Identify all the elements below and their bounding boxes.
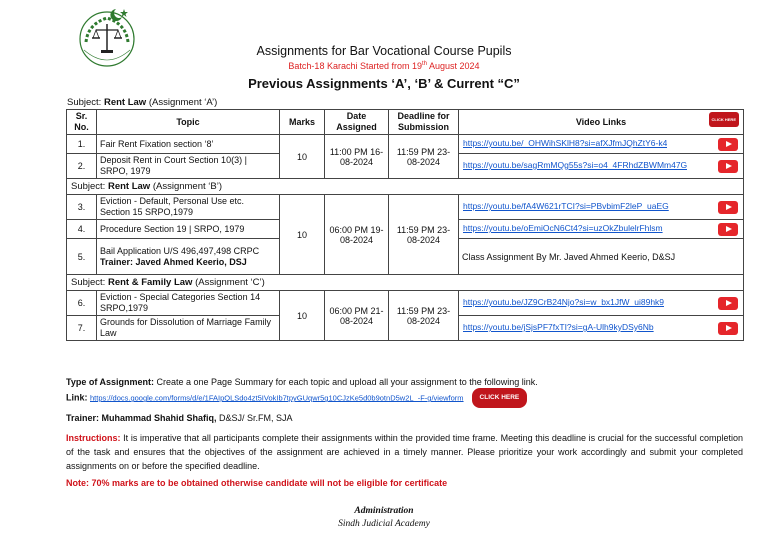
subject-a-label: Subject: Rent Law (Assignment ‘A’): [67, 97, 218, 108]
trainer-line: Trainer: Muhammad Shahid Shafiq, D&SJ/ Sr.FM, SJA: [66, 413, 293, 423]
table-row: 1. Fair Rent Fixation section ‘8’ 10 11:00 PM 16-08-2024 11:59 PM 23-08-2024 https://youtu.be/_OHWihSKlH8?si=afXJfmJQhZtY6-k4: [67, 135, 744, 154]
table-row: 6. Eviction - Special Categories Section 14 SRPO,1979 10 06:00 PM 21-08-2024 11:59 PM 23-08-2024 https://youtu.be/JZ9CrB24Njo?si=w_bx1JfW_ui89hk9: [67, 291, 744, 316]
youtube-play-icon[interactable]: [718, 138, 738, 151]
youtube-play-icon[interactable]: [718, 201, 738, 214]
table-row: 5. Bail Application U/S 496,497,498 CRPC Trainer: Javed Ahmed Keerio, DSJ Class Assignment By Mr. Javed Ahmed Keerio, D&SJ: [67, 239, 744, 275]
table-row: 3. Eviction - Default, Personal Use etc. Section 15 SRPO,1979 10 06:00 PM 19-08-2024 11:59 PM 23-08-2024 https://youtu.be/fA4W621rTCI?si=PBvbimF2leP_uaEG: [67, 195, 744, 220]
video-link[interactable]: https://youtu.be/_OHWihSKlH8?si=afXJfmJQhZtY6-k4: [463, 138, 668, 148]
col-topic: Topic: [97, 110, 280, 135]
col-marks: Marks: [280, 110, 325, 135]
table-header-row: [67, 110, 744, 135]
batch-info: Batch-18 Karachi Started from 19th August 2024: [288, 61, 480, 71]
col-date: Date Assigned: [325, 110, 389, 135]
click-here-small-button[interactable]: CLICK HERE: [709, 112, 739, 127]
video-link[interactable]: https://youtu.be/sagRmMQg55s?si=o4_4FRhdZBWMm47G: [463, 160, 688, 170]
youtube-play-icon[interactable]: [718, 322, 738, 335]
video-link[interactable]: https://youtu.be/JZ9CrB24Njo?si=w_bx1JfW_ui89hk9: [463, 297, 665, 307]
page-title: Assignments for Bar Vocational Course Pupils: [256, 44, 512, 58]
table-row: 4. Procedure Section 19 | SRPO, 1979 https://youtu.be/oEmiOcN6Ct4?si=uzOkZbulelrFhlsm: [67, 220, 744, 239]
type-of-assignment: Type of Assignment: Create a one Page Summary for each topic and upload all your assignment to the following link.: [66, 377, 538, 387]
class-assignment-note: Class Assignment By Mr. Javed Ahmed Keerio, D&SJ: [459, 239, 744, 275]
page-heading: Previous Assignments ‘A’, ‘B’ & Current “C”: [248, 76, 520, 91]
instructions: Instructions: It is imperative that all participants complete their assignments within the provided time frame. Meeting this deadline is crucial for the successful completion of the task and ensures that the objectives of the assignment are achieved in a timely manner. Please prioritize your work accordingly and submit your completed assignments on or before the specified deadline.: [66, 433, 743, 471]
col-video: Video Links CLICK HERE: [459, 110, 744, 135]
trainer-name: Trainer: Javed Ahmed Keerio, DSJ: [100, 256, 247, 267]
signature-academy: Sindh Judicial Academy: [338, 519, 430, 529]
video-link[interactable]: https://youtu.be/jSjsPF7fxTI?si=gA-Ulh9kyDSy6Nb: [463, 322, 654, 332]
sindh-judicial-academy-logo: [76, 6, 138, 68]
col-deadline: Deadline for Submission: [389, 110, 459, 135]
click-here-button[interactable]: CLICK HERE: [472, 388, 528, 408]
table-row: 7. Grounds for Dissolution of Marriage Family Law https://youtu.be/jSjsPF7fxTI?si=gA-Ulh9kyDSy6Nb: [67, 316, 744, 341]
youtube-play-icon[interactable]: [718, 223, 738, 236]
youtube-play-icon[interactable]: [718, 297, 738, 310]
table-row: 2. Deposit Rent in Court Section 10(3) | SRPO, 1979 https://youtu.be/sagRmMQg55s?si=o4_4FRhdZBWMm47G: [67, 154, 744, 179]
submission-link-line: Link: https://docs.google.com/forms/d/e/1FAIpQLSdo4zt5IVokIb7tpyGUqwr5g10CJzKe5d0b9otnD5w2L_-F-g/viewform CLICK HERE: [66, 388, 743, 408]
youtube-play-icon[interactable]: [718, 160, 738, 173]
video-link[interactable]: https://youtu.be/oEmiOcN6Ct4?si=uzOkZbulelrFhlsm: [463, 223, 663, 233]
signature-admin: Administration: [354, 506, 414, 516]
subject-b-row: Subject: Rent Law (Assignment ‘B’): [67, 179, 744, 195]
note: Note: 70% marks are to be obtained otherwise candidate will not be eligible for certificate: [66, 478, 448, 488]
subject-c-row: Subject: Rent & Family Law (Assignment ‘C’): [67, 275, 744, 291]
google-form-link[interactable]: https://docs.google.com/forms/d/e/1FAIpQLSdo4zt5IVokIb7tpyGUqwr5g10CJzKe5d0b9otnD5w2L_-F-g/viewform: [90, 393, 464, 403]
col-sr: Sr. No.: [67, 110, 97, 135]
video-link[interactable]: https://youtu.be/fA4W621rTCI?si=PBvbimF2leP_uaEG: [463, 201, 669, 211]
assignments-table: [66, 109, 744, 341]
